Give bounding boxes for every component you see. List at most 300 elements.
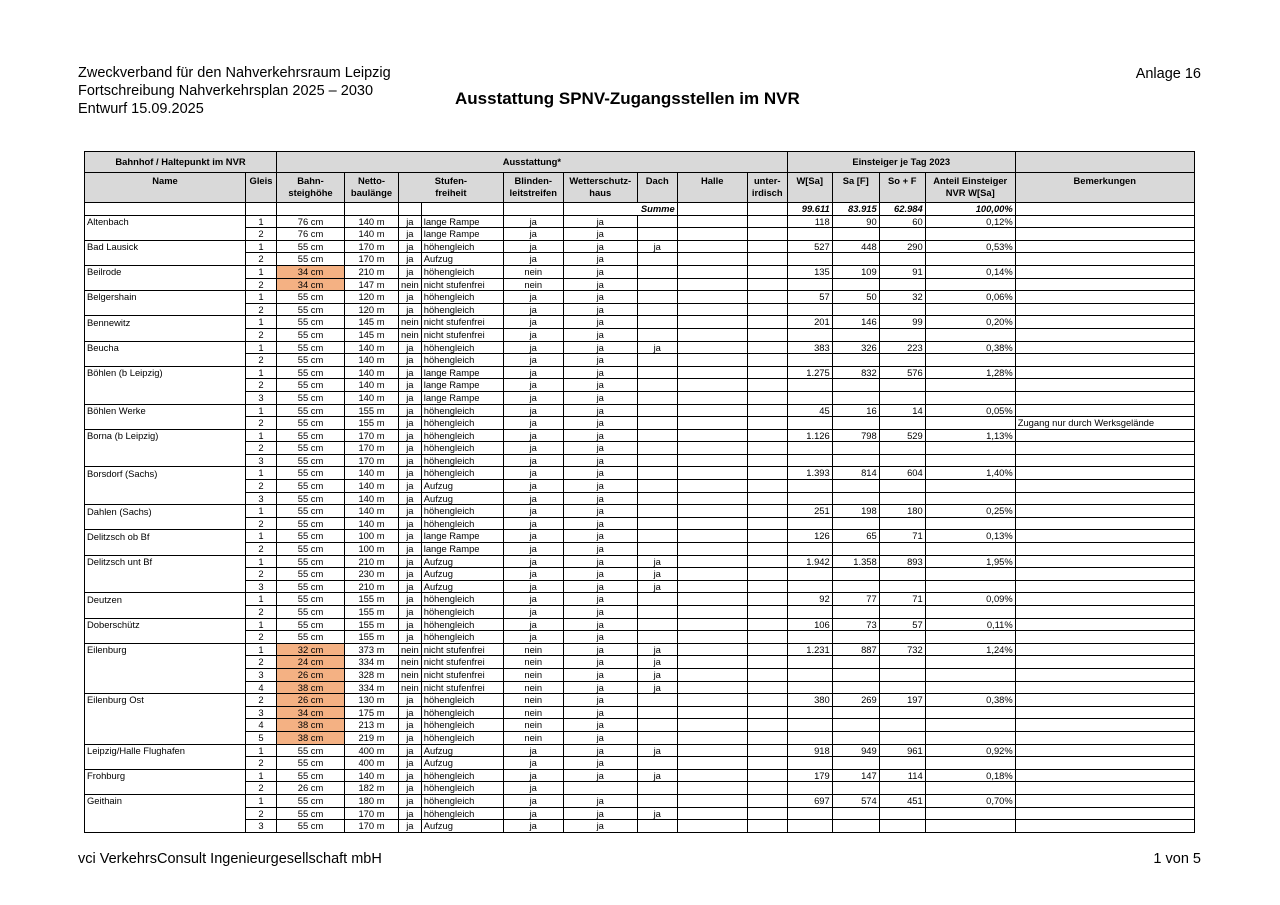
boarding-so-f (879, 820, 925, 833)
weather-shelter: ja (563, 820, 637, 833)
boarding-share (925, 417, 1015, 430)
boarding-share (925, 719, 1015, 732)
boarding-so-f (879, 807, 925, 820)
platform-length: 213 m (345, 719, 399, 732)
table-row (85, 694, 1195, 707)
boarding-sa-f (832, 492, 879, 505)
underground (747, 530, 787, 543)
step-free-flag: ja (399, 379, 422, 392)
weather-shelter: ja (563, 794, 637, 807)
remarks (1015, 341, 1194, 354)
roof (637, 366, 677, 379)
col-header-share: Anteil Einsteiger NVR W[Sa] (925, 173, 1015, 203)
station-name (85, 517, 246, 530)
platform-height: 32 cm (277, 643, 345, 656)
step-free-flag: ja (399, 782, 422, 795)
step-free-flag: ja (399, 757, 422, 770)
platform-length: 155 m (345, 606, 399, 619)
tactile-paving: nein (503, 731, 563, 744)
underground (747, 580, 787, 593)
platform-height: 55 cm (277, 253, 345, 266)
tactile-paving: ja (503, 807, 563, 820)
boarding-share (925, 228, 1015, 241)
platform-height: 34 cm (277, 278, 345, 291)
roof (637, 253, 677, 266)
step-free-type: lange Rampe (421, 366, 503, 379)
platform-length: 100 m (345, 530, 399, 543)
step-free-type: Aufzug (421, 492, 503, 505)
platform-length: 182 m (345, 782, 399, 795)
platform-length: 140 m (345, 341, 399, 354)
weather-shelter: ja (563, 706, 637, 719)
track-number: 2 (246, 606, 277, 619)
boarding-so-f (879, 278, 925, 291)
table-row (85, 731, 1195, 744)
boarding-sa-f (832, 480, 879, 493)
track-number: 3 (246, 580, 277, 593)
step-free-flag: ja (399, 631, 422, 644)
weather-shelter: ja (563, 517, 637, 530)
tactile-paving: ja (503, 429, 563, 442)
hall (677, 240, 747, 253)
platform-height: 55 cm (277, 505, 345, 518)
remarks (1015, 492, 1194, 505)
track-number: 2 (246, 656, 277, 669)
roof (637, 631, 677, 644)
remarks (1015, 530, 1194, 543)
station-name (85, 568, 246, 581)
step-free-flag: ja (399, 719, 422, 732)
platform-length: 175 m (345, 706, 399, 719)
tactile-paving: nein (503, 706, 563, 719)
tactile-paving: ja (503, 366, 563, 379)
tactile-paving: nein (503, 719, 563, 732)
hall (677, 278, 747, 291)
roof (637, 731, 677, 744)
remarks (1015, 354, 1194, 367)
platform-height: 24 cm (277, 656, 345, 669)
step-free-type: Aufzug (421, 820, 503, 833)
tactile-paving: ja (503, 303, 563, 316)
boarding-so-f: 14 (879, 404, 925, 417)
tactile-paving: ja (503, 631, 563, 644)
tactile-paving: ja (503, 555, 563, 568)
hall (677, 303, 747, 316)
boarding-share (925, 442, 1015, 455)
remarks (1015, 379, 1194, 392)
tactile-paving: ja (503, 530, 563, 543)
remarks (1015, 618, 1194, 631)
underground (747, 417, 787, 430)
underground (747, 429, 787, 442)
boarding-so-f: 576 (879, 366, 925, 379)
step-free-flag: ja (399, 480, 422, 493)
draft-line: Entwurf 15.09.2025 (78, 101, 204, 117)
tactile-paving: ja (503, 492, 563, 505)
track-number: 2 (246, 354, 277, 367)
table-row (85, 769, 1195, 782)
step-free-type: nicht stufenfrei (421, 681, 503, 694)
roof (637, 820, 677, 833)
boarding-so-f: 71 (879, 593, 925, 606)
weather-shelter: ja (563, 215, 637, 228)
underground (747, 731, 787, 744)
platform-length: 170 m (345, 240, 399, 253)
tactile-paving: ja (503, 480, 563, 493)
roof (637, 530, 677, 543)
boarding-sa-f (832, 757, 879, 770)
step-free-flag: ja (399, 555, 422, 568)
step-free-flag: ja (399, 807, 422, 820)
weather-shelter: ja (563, 492, 637, 505)
platform-length: 400 m (345, 757, 399, 770)
header-organization (78, 64, 391, 118)
col-header-sa-f: Sa [F] (832, 173, 879, 203)
step-free-type: höhengleich (421, 606, 503, 619)
platform-length: 140 m (345, 467, 399, 480)
tactile-paving: ja (503, 379, 563, 392)
hall (677, 480, 747, 493)
platform-height: 55 cm (277, 568, 345, 581)
footer-company: vci VerkehrsConsult Ingenieurgesellschaft mbH (78, 851, 382, 867)
annex-label: Anlage 16 (1135, 66, 1201, 82)
weather-shelter: ja (563, 555, 637, 568)
boarding-share (925, 303, 1015, 316)
step-free-type: lange Rampe (421, 543, 503, 556)
station-name (85, 631, 246, 644)
hall (677, 228, 747, 241)
tactile-paving: ja (503, 820, 563, 833)
boarding-share (925, 757, 1015, 770)
platform-height: 38 cm (277, 731, 345, 744)
remarks (1015, 555, 1194, 568)
station-name: Böhlen (b Leipzig) (85, 366, 246, 379)
roof (637, 354, 677, 367)
platform-length: 145 m (345, 316, 399, 329)
remarks (1015, 706, 1194, 719)
track-number: 1 (246, 467, 277, 480)
platform-length: 140 m (345, 215, 399, 228)
boarding-sa-f (832, 807, 879, 820)
boarding-sa-f (832, 278, 879, 291)
page-title: Ausstattung SPNV-Zugangsstellen im NVR (455, 89, 800, 108)
underground (747, 744, 787, 757)
boarding-w-sa: 118 (787, 215, 832, 228)
summary-so-f: 62.984 (879, 203, 925, 216)
platform-height: 55 cm (277, 291, 345, 304)
station-name (85, 442, 246, 455)
track-number: 2 (246, 278, 277, 291)
summary-w-sa: 99.611 (787, 203, 832, 216)
step-free-type: höhengleich (421, 807, 503, 820)
underground (747, 681, 787, 694)
station-name (85, 807, 246, 820)
platform-height: 55 cm (277, 618, 345, 631)
underground (747, 568, 787, 581)
boarding-share (925, 454, 1015, 467)
tactile-paving: ja (503, 328, 563, 341)
boarding-w-sa (787, 391, 832, 404)
boarding-w-sa (787, 543, 832, 556)
tactile-paving: ja (503, 240, 563, 253)
roof (637, 706, 677, 719)
table-row (85, 719, 1195, 732)
platform-length: 230 m (345, 568, 399, 581)
boarding-sa-f (832, 391, 879, 404)
platform-length: 170 m (345, 253, 399, 266)
boarding-share: 0,06% (925, 291, 1015, 304)
platform-height: 55 cm (277, 606, 345, 619)
table-row (85, 354, 1195, 367)
underground (747, 480, 787, 493)
station-name (85, 253, 246, 266)
station-name: Doberschütz (85, 618, 246, 631)
roof: ja (637, 744, 677, 757)
remarks (1015, 253, 1194, 266)
step-free-flag: ja (399, 593, 422, 606)
step-free-flag: ja (399, 794, 422, 807)
boarding-sa-f (832, 820, 879, 833)
remarks (1015, 580, 1194, 593)
weather-shelter: ja (563, 467, 637, 480)
platform-length: 170 m (345, 454, 399, 467)
tactile-paving: ja (503, 593, 563, 606)
group-header-blank (1015, 152, 1194, 173)
underground (747, 517, 787, 530)
platform-height: 55 cm (277, 442, 345, 455)
boarding-share (925, 328, 1015, 341)
underground (747, 656, 787, 669)
underground (747, 291, 787, 304)
step-free-type: höhengleich (421, 505, 503, 518)
boarding-sa-f: 147 (832, 769, 879, 782)
weather-shelter: ja (563, 606, 637, 619)
platform-height: 38 cm (277, 719, 345, 732)
platform-length: 334 m (345, 656, 399, 669)
boarding-w-sa: 697 (787, 794, 832, 807)
weather-shelter: ja (563, 240, 637, 253)
underground (747, 782, 787, 795)
roof: ja (637, 769, 677, 782)
tactile-paving: ja (503, 404, 563, 417)
remarks (1015, 480, 1194, 493)
platform-height: 55 cm (277, 593, 345, 606)
col-header-track: Gleis (246, 173, 277, 203)
table-row (85, 517, 1195, 530)
remarks (1015, 782, 1194, 795)
platform-length: 140 m (345, 505, 399, 518)
boarding-share (925, 543, 1015, 556)
col-header-name: Name (85, 173, 246, 203)
col-header-underground: unter- irdisch (747, 173, 787, 203)
station-name: Bad Lausick (85, 240, 246, 253)
boarding-so-f (879, 568, 925, 581)
boarding-w-sa (787, 454, 832, 467)
step-free-flag: ja (399, 253, 422, 266)
underground (747, 215, 787, 228)
boarding-w-sa (787, 631, 832, 644)
col-header-roof: Dach (637, 173, 677, 203)
underground (747, 404, 787, 417)
underground (747, 303, 787, 316)
platform-length: 140 m (345, 391, 399, 404)
boarding-sa-f (832, 731, 879, 744)
step-free-flag: ja (399, 492, 422, 505)
hall (677, 769, 747, 782)
boarding-so-f: 290 (879, 240, 925, 253)
step-free-flag: ja (399, 391, 422, 404)
track-number: 2 (246, 228, 277, 241)
station-name (85, 580, 246, 593)
remarks (1015, 366, 1194, 379)
roof (637, 757, 677, 770)
remarks (1015, 794, 1194, 807)
underground (747, 228, 787, 241)
step-free-flag: ja (399, 467, 422, 480)
boarding-so-f (879, 606, 925, 619)
hall (677, 404, 747, 417)
remarks (1015, 656, 1194, 669)
hall (677, 719, 747, 732)
station-name: Delitzsch unt Bf (85, 555, 246, 568)
remarks (1015, 291, 1194, 304)
platform-length: 219 m (345, 731, 399, 744)
roof (637, 429, 677, 442)
roof (637, 265, 677, 278)
platform-height: 26 cm (277, 668, 345, 681)
boarding-share: 0,53% (925, 240, 1015, 253)
hall (677, 568, 747, 581)
boarding-sa-f (832, 568, 879, 581)
station-name: Borsdorf (Sachs) (85, 467, 246, 480)
station-name (85, 757, 246, 770)
platform-length: 210 m (345, 580, 399, 593)
platform-height: 38 cm (277, 681, 345, 694)
boarding-share: 0,38% (925, 694, 1015, 707)
tactile-paving: ja (503, 794, 563, 807)
weather-shelter: ja (563, 354, 637, 367)
remarks (1015, 568, 1194, 581)
station-name (85, 454, 246, 467)
hall (677, 354, 747, 367)
hall (677, 328, 747, 341)
group-header-boarding: Einsteiger je Tag 2023 (787, 152, 1015, 173)
hall (677, 341, 747, 354)
station-name: Beucha (85, 341, 246, 354)
boarding-w-sa (787, 492, 832, 505)
hall (677, 366, 747, 379)
track-number: 5 (246, 731, 277, 744)
underground (747, 694, 787, 707)
underground (747, 631, 787, 644)
track-number: 2 (246, 253, 277, 266)
platform-height: 55 cm (277, 820, 345, 833)
step-free-flag: ja (399, 820, 422, 833)
boarding-sa-f: 90 (832, 215, 879, 228)
platform-height: 55 cm (277, 341, 345, 354)
table-row (85, 505, 1195, 518)
weather-shelter: ja (563, 278, 637, 291)
boarding-so-f (879, 417, 925, 430)
step-free-flag: ja (399, 606, 422, 619)
track-number: 2 (246, 328, 277, 341)
step-free-type: lange Rampe (421, 379, 503, 392)
remarks (1015, 454, 1194, 467)
boarding-w-sa (787, 442, 832, 455)
hall (677, 820, 747, 833)
platform-height: 55 cm (277, 517, 345, 530)
step-free-flag: ja (399, 618, 422, 631)
platform-length: 140 m (345, 366, 399, 379)
boarding-share (925, 606, 1015, 619)
platform-height: 55 cm (277, 492, 345, 505)
step-free-type: höhengleich (421, 618, 503, 631)
boarding-share: 0,38% (925, 341, 1015, 354)
boarding-share (925, 580, 1015, 593)
roof (637, 215, 677, 228)
step-free-flag: ja (399, 731, 422, 744)
step-free-type: höhengleich (421, 719, 503, 732)
track-number: 1 (246, 794, 277, 807)
station-name (85, 606, 246, 619)
table-row (85, 580, 1195, 593)
step-free-flag: ja (399, 706, 422, 719)
hall (677, 681, 747, 694)
platform-length: 155 m (345, 417, 399, 430)
remarks (1015, 328, 1194, 341)
station-name: Delitzsch ob Bf (85, 530, 246, 543)
platform-height: 55 cm (277, 631, 345, 644)
platform-height: 55 cm (277, 240, 345, 253)
track-number: 1 (246, 265, 277, 278)
step-free-type: höhengleich (421, 303, 503, 316)
boarding-so-f: 71 (879, 530, 925, 543)
roof (637, 379, 677, 392)
boarding-so-f (879, 379, 925, 392)
boarding-w-sa (787, 417, 832, 430)
tactile-paving: ja (503, 757, 563, 770)
hall (677, 555, 747, 568)
roof (637, 618, 677, 631)
underground (747, 265, 787, 278)
underground (747, 366, 787, 379)
weather-shelter: ja (563, 593, 637, 606)
boarding-w-sa (787, 278, 832, 291)
track-number: 4 (246, 681, 277, 694)
boarding-share: 0,13% (925, 530, 1015, 543)
platform-height: 34 cm (277, 265, 345, 278)
table-row (85, 631, 1195, 644)
weather-shelter: ja (563, 442, 637, 455)
hall (677, 618, 747, 631)
platform-length: 140 m (345, 228, 399, 241)
hall (677, 643, 747, 656)
step-free-type: lange Rampe (421, 228, 503, 241)
table-row (85, 265, 1195, 278)
hall (677, 631, 747, 644)
boarding-so-f: 451 (879, 794, 925, 807)
table-row (85, 366, 1195, 379)
roof (637, 492, 677, 505)
table-row (85, 656, 1195, 669)
step-free-flag: ja (399, 417, 422, 430)
track-number: 2 (246, 303, 277, 316)
track-number: 3 (246, 492, 277, 505)
boarding-w-sa (787, 807, 832, 820)
remarks (1015, 744, 1194, 757)
station-name (85, 731, 246, 744)
roof (637, 719, 677, 732)
